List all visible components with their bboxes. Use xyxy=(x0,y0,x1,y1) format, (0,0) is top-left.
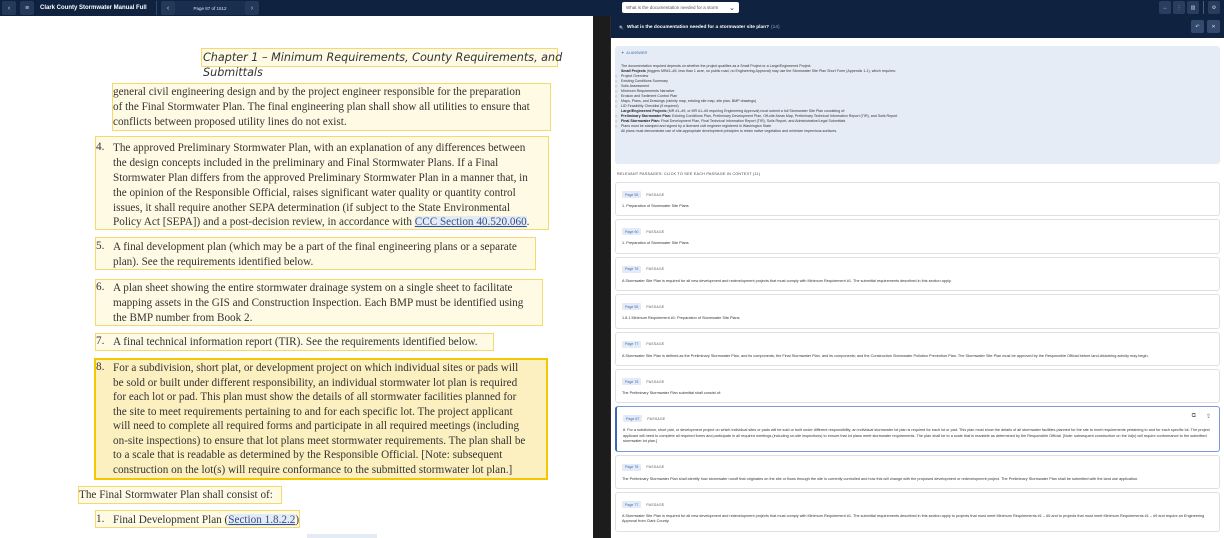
section-link[interactable]: Section 1.8.2.2 xyxy=(228,514,296,526)
layout-button[interactable] xyxy=(1187,1,1199,14)
document-title: Clark County Stormwater Manual Full xyxy=(40,5,147,11)
list-item: ◇ Minimum Requirements Narrative xyxy=(621,89,1214,94)
large-project-list xyxy=(621,114,1214,129)
item-line: issues, it shall require another SEPA determination (if subject to the State Environmental xyxy=(113,202,510,214)
list-item-text: Final Development Plan, Final Technical Information Report (TIR), Soils Report, and Administrative/Legal Submittals xyxy=(659,119,846,123)
passage-card[interactable] xyxy=(615,294,1220,328)
gear-icon: ⚙ xyxy=(1211,4,1217,11)
item-line: the opinion of the Responsible Official, raises significant water quality or quantity control xyxy=(113,187,516,199)
link-hover-box xyxy=(307,534,377,538)
share-icon[interactable]: ⇪ xyxy=(1205,414,1211,421)
list-item xyxy=(621,124,1214,129)
passage-text: The Preliminary Stormwater Plan submittal shall consist of: xyxy=(622,391,721,396)
pdf-page-view xyxy=(0,16,593,538)
item-line: A final technical information report (TIR). See the requirements identified below. xyxy=(113,336,478,348)
paragraph-line: of the Final Stormwater Plan. The final engineering plan shall show all utilities to ensure that xyxy=(113,101,530,113)
list-item: ◇ Existing Conditions Summary xyxy=(621,79,1214,84)
prev-page-button[interactable] xyxy=(161,1,175,15)
passage-card[interactable] xyxy=(615,182,1220,216)
item-line: the BMP number from Book 2. xyxy=(113,312,253,324)
question-text: What is the documentation needed for a stormwater site plan? xyxy=(626,24,770,30)
menu-button[interactable] xyxy=(20,1,34,15)
back-button[interactable] xyxy=(2,1,16,15)
passage-text: A Stormwater Site Plan is required for all new development and redevelopment projects that must comply with Minimum Requirement #1. The submittal requirements described in this section apply to projects that must meet Minimum Requirements #1 – #5 and to projects that must meet Minimum Requirements #1 – #9 and require an Engineering Approval from Clark County. xyxy=(622,514,1205,524)
header-actions xyxy=(1191,20,1220,33)
item-line: A final development plan (which may be a part of the final engineering plans or a separate xyxy=(113,241,517,253)
passage-card[interactable] xyxy=(615,219,1220,253)
list-item-text: Existing Conditions Plan, Preliminary Development Plan, Off-site Areas Map, Preliminary Technical Information Report (TIR), and Soils Report xyxy=(671,114,898,118)
page-badge[interactable]: Page 78 xyxy=(622,378,641,385)
item-line: Stormwater Plan differs from the approved Preliminary Stormwater Plan in a manner that, in xyxy=(113,172,528,184)
page-indicator: Page 87 of 1512 xyxy=(175,1,245,15)
ai-answer-box xyxy=(615,46,1220,164)
page-badge[interactable]: Page 76 xyxy=(622,266,641,273)
divider xyxy=(1203,1,1204,14)
item-line-text: Policy Act [SEPA]) and a post-decision review, in accordance with xyxy=(113,216,415,228)
paragraph-line: conflicts between proposed utility lines do not exist. xyxy=(113,116,347,128)
item-line: mapping assets in the GIS and Construction Inspection. Each BMP must be identified using xyxy=(113,297,524,309)
item-line-tail: ) xyxy=(295,514,300,526)
passage-card-active[interactable] xyxy=(615,406,1220,451)
relevant-passages-label: RELEVANT PASSAGES: CLICK TO SEE EACH PASSAGE IN CONTEXT (11) xyxy=(617,172,761,176)
list-item-text: Plans must be stamped and signed by a licensed civil engineer registered in Washington State xyxy=(621,124,772,128)
item-line: be sold or built under different responsibility, an individual stormwater lot plan is required xyxy=(113,377,518,389)
fit-width-button[interactable] xyxy=(1159,1,1171,14)
query-dropdown[interactable] xyxy=(622,2,739,13)
passage-type: PASSAGE xyxy=(646,465,665,470)
passage-text: 1. Preparation of Stormwater Site Plans xyxy=(622,241,689,246)
page-badge[interactable]: Page 78 xyxy=(622,464,641,471)
right-toolbar xyxy=(1159,1,1224,14)
item-line: The approved Preliminary Stormwater Plan, with an explanation of any differences between xyxy=(113,142,526,154)
item-line: on-site inspections) to ensure that lot plans meet stormwater requirements. The plan shall be xyxy=(113,435,526,447)
list-item: ◇ Maps, Plans, and Drawings (vicinity map, existing site map, site plan, BMP drawings) xyxy=(621,99,1214,104)
divider xyxy=(156,1,157,15)
passage-card[interactable] xyxy=(615,492,1220,532)
chevron-down-icon: ⌄ xyxy=(729,4,735,12)
page-badge[interactable]: Page 77 xyxy=(622,341,641,348)
close-icon: ✕ xyxy=(1211,23,1216,30)
passage-card[interactable] xyxy=(615,455,1220,489)
passage-card[interactable] xyxy=(615,257,1220,291)
passage-text: 1.8.1 Minimum Requirement #1: Preparation of Stormwater Site Plans xyxy=(622,316,740,321)
item-line: plan). See the requirements identified below. xyxy=(113,256,314,268)
next-page-button[interactable] xyxy=(245,1,259,15)
small-projects-heading: Small Projects xyxy=(621,69,646,73)
small-project-list xyxy=(621,74,1214,109)
page-badge[interactable]: Page 90 xyxy=(622,228,641,235)
item-number: 8. xyxy=(96,361,105,373)
passage-card[interactable] xyxy=(615,332,1220,366)
top-toolbar xyxy=(0,0,1224,16)
ai-answer-closing: All plans must demonstrate use of site-appropriate development principles to retain native vegetation and minimize impervious surfaces. xyxy=(621,129,838,133)
splitter[interactable] xyxy=(593,16,610,538)
passage-type: PASSAGE xyxy=(646,379,665,384)
passage-type: PASSAGE xyxy=(646,267,665,272)
item-line: For a subdivision, short plat, or development project on which individual sites or pads will xyxy=(113,362,519,374)
large-projects-text: (MR #1–#9, or MR #1–#5 requiring Engineering Approval) must submit a full Stormwater Site Plan consisting of: xyxy=(666,109,846,113)
item-line: the site to meet requirements pertaining to and for each specific lot. The project applicant xyxy=(113,406,513,418)
item-line: will need to complete all required forms and participate in all required meetings (including xyxy=(113,420,520,432)
item-line xyxy=(113,215,529,230)
settings-button[interactable] xyxy=(1208,1,1220,14)
passage-text: A Stormwater Site Plan is required for all new development and redevelopment projects that must comply with Minimum Requirement #1. The submittal requirements described in this section apply. xyxy=(622,278,952,283)
page-badge[interactable]: Page 87 xyxy=(623,415,642,422)
item-line: for each lot or pad. This plan must show the details of all stormwater facilities planned for xyxy=(113,391,517,403)
passage-type: PASSAGE xyxy=(646,229,665,234)
small-projects-text: (triggers MR#1–#5, less than 1 acre, no public road, no Engineering Approval) may use the Stormwater Site Plan Short Form (Appendix 1-1), which requires: xyxy=(645,69,896,73)
ai-answer-label xyxy=(621,51,1214,56)
large-projects-heading: Large/Engineered Projects xyxy=(621,109,667,113)
list-item: ◇ Soils Assessment xyxy=(621,84,1214,89)
page-badge[interactable]: Page 77 xyxy=(622,501,641,508)
back-arrow-icon: ‹ xyxy=(7,4,11,12)
passage-text: The Preliminary Stormwater Plan shall identify how stormwater runoff that originates on the site or flows through the site is currently controlled and how this will change with the proposed development or redevelopment project. The Preliminary Stormwater Plan shall be submitted with the land use application. xyxy=(622,476,1139,481)
passage-type: PASSAGE xyxy=(646,342,665,347)
passage-type: PASSAGE xyxy=(646,502,665,507)
item-line: A plan sheet showing the entire stormwater drainage system on a single sheet to facilitate xyxy=(113,282,513,294)
passage-type: PASSAGE xyxy=(646,304,665,309)
more-options-button[interactable] xyxy=(1173,1,1185,14)
item-number: 1. xyxy=(96,513,105,525)
passage-actions xyxy=(1192,413,1211,420)
passage-text: 8. For a subdivision, short plat, or development project on which individual sites or pads will be sold or built under different responsibility, an individual stormwater lot plan is required for each lot or pad. This plan must show the details of all stormwater facilities planned for the site to meet requirements pertaining to and for each specific lot. The project applicant will need to complete all required forms and participate in all required meetings (including on-site inspections) to ensure that lot plans meet stormwater requirements. The plan shall be to a scale that is readable as determined by the Responsible Official. [Note: subsequent construction on the lot(s) will require conformance to the submitted stormwater lot plan.] xyxy=(623,428,1210,444)
copy-icon[interactable]: ⧉ xyxy=(1191,413,1196,420)
ccc-section-link[interactable]: CCC Section 40.520.060 xyxy=(414,216,527,228)
item-number: 6. xyxy=(96,281,105,293)
list-item-bold: Preliminary Stormwater Plan: xyxy=(621,114,672,118)
paragraph-line: general civil engineering design and by the project engineer responsible for the preparation xyxy=(113,86,521,98)
close-button[interactable] xyxy=(1207,20,1220,33)
passage-type: PASSAGE xyxy=(646,192,665,197)
passage-text: A Stormwater Site Plan is defined as the Preliminary Stormwater Plan, and its components; the Final Stormwater Plan, and its components; and the Construction Stormwater Pollution Prevention Plan. The Stormwater Site Plan must be approved by the Responsible Official before land-disturbing activity may begin. xyxy=(622,353,1149,358)
item-line: the design concepts included in the preliminary and Final Stormwater Plans. If a Final xyxy=(113,157,499,169)
undo-icon: ↶ xyxy=(1195,23,1200,30)
list-item: ◇ LID Feasibility Checklist (if required) xyxy=(621,104,1214,109)
passage-list xyxy=(615,182,1220,532)
item-line xyxy=(113,513,299,528)
page-badge[interactable]: Page 55 xyxy=(622,191,641,198)
ai-answer-intro: The documentation required depends on whether the project qualifies as a Small Project or a Large/Engineered Project. xyxy=(621,64,812,68)
undo-button[interactable] xyxy=(1191,20,1204,33)
menu-icon: ≡ xyxy=(24,4,30,12)
ai-answer-title: AI ANSWER xyxy=(626,51,648,55)
passage-text: 1. Preparation of Stormwater Site Plans xyxy=(622,204,689,208)
passage-type: PASSAGE xyxy=(647,416,666,421)
list-item-bold: Final Stormwater Plan: xyxy=(621,119,660,123)
sparkle-icon: ✦ xyxy=(621,51,625,55)
item-line-text: Final Development Plan ( xyxy=(113,514,229,526)
fit-width-icon: ↔ xyxy=(1162,4,1168,11)
list-item: ◇ Erosion and Sediment Control Plan xyxy=(621,94,1214,99)
result-count: (14) xyxy=(771,24,780,30)
chapter-title: Chapter 1 – Minimum Requirements, County Requirements, and Submittals xyxy=(203,51,563,79)
item-line: to a scale that is readable as determined by the Responsible Official. [Note: subsequent xyxy=(113,449,503,461)
search-icon: 🔍 xyxy=(619,24,624,30)
chevron-left-icon: ‹ xyxy=(166,4,170,12)
more-vertical-icon: ⋮ xyxy=(1176,4,1182,11)
chevron-right-icon: › xyxy=(250,4,254,12)
page-badge[interactable]: Page 55 xyxy=(622,303,641,310)
search-results-panel xyxy=(610,16,1224,538)
list-item: ◇ Project Overview xyxy=(621,74,1214,79)
passage-card[interactable] xyxy=(615,369,1220,403)
item-line: construction on the lot(s) will require conformance to the submitted stormwater lot plan.] xyxy=(113,464,513,476)
query-dropdown-value: What is the documentation needed for a storm xyxy=(626,5,719,10)
question-header xyxy=(611,16,1224,38)
item-number: 7. xyxy=(96,335,105,347)
final-plan-heading: The Final Stormwater Plan shall consist of: xyxy=(79,489,273,501)
item-number: 4. xyxy=(96,141,105,153)
layout-icon: ▥ xyxy=(1190,4,1196,11)
item-line-tail: . xyxy=(526,216,530,228)
item-number: 5. xyxy=(96,240,105,252)
